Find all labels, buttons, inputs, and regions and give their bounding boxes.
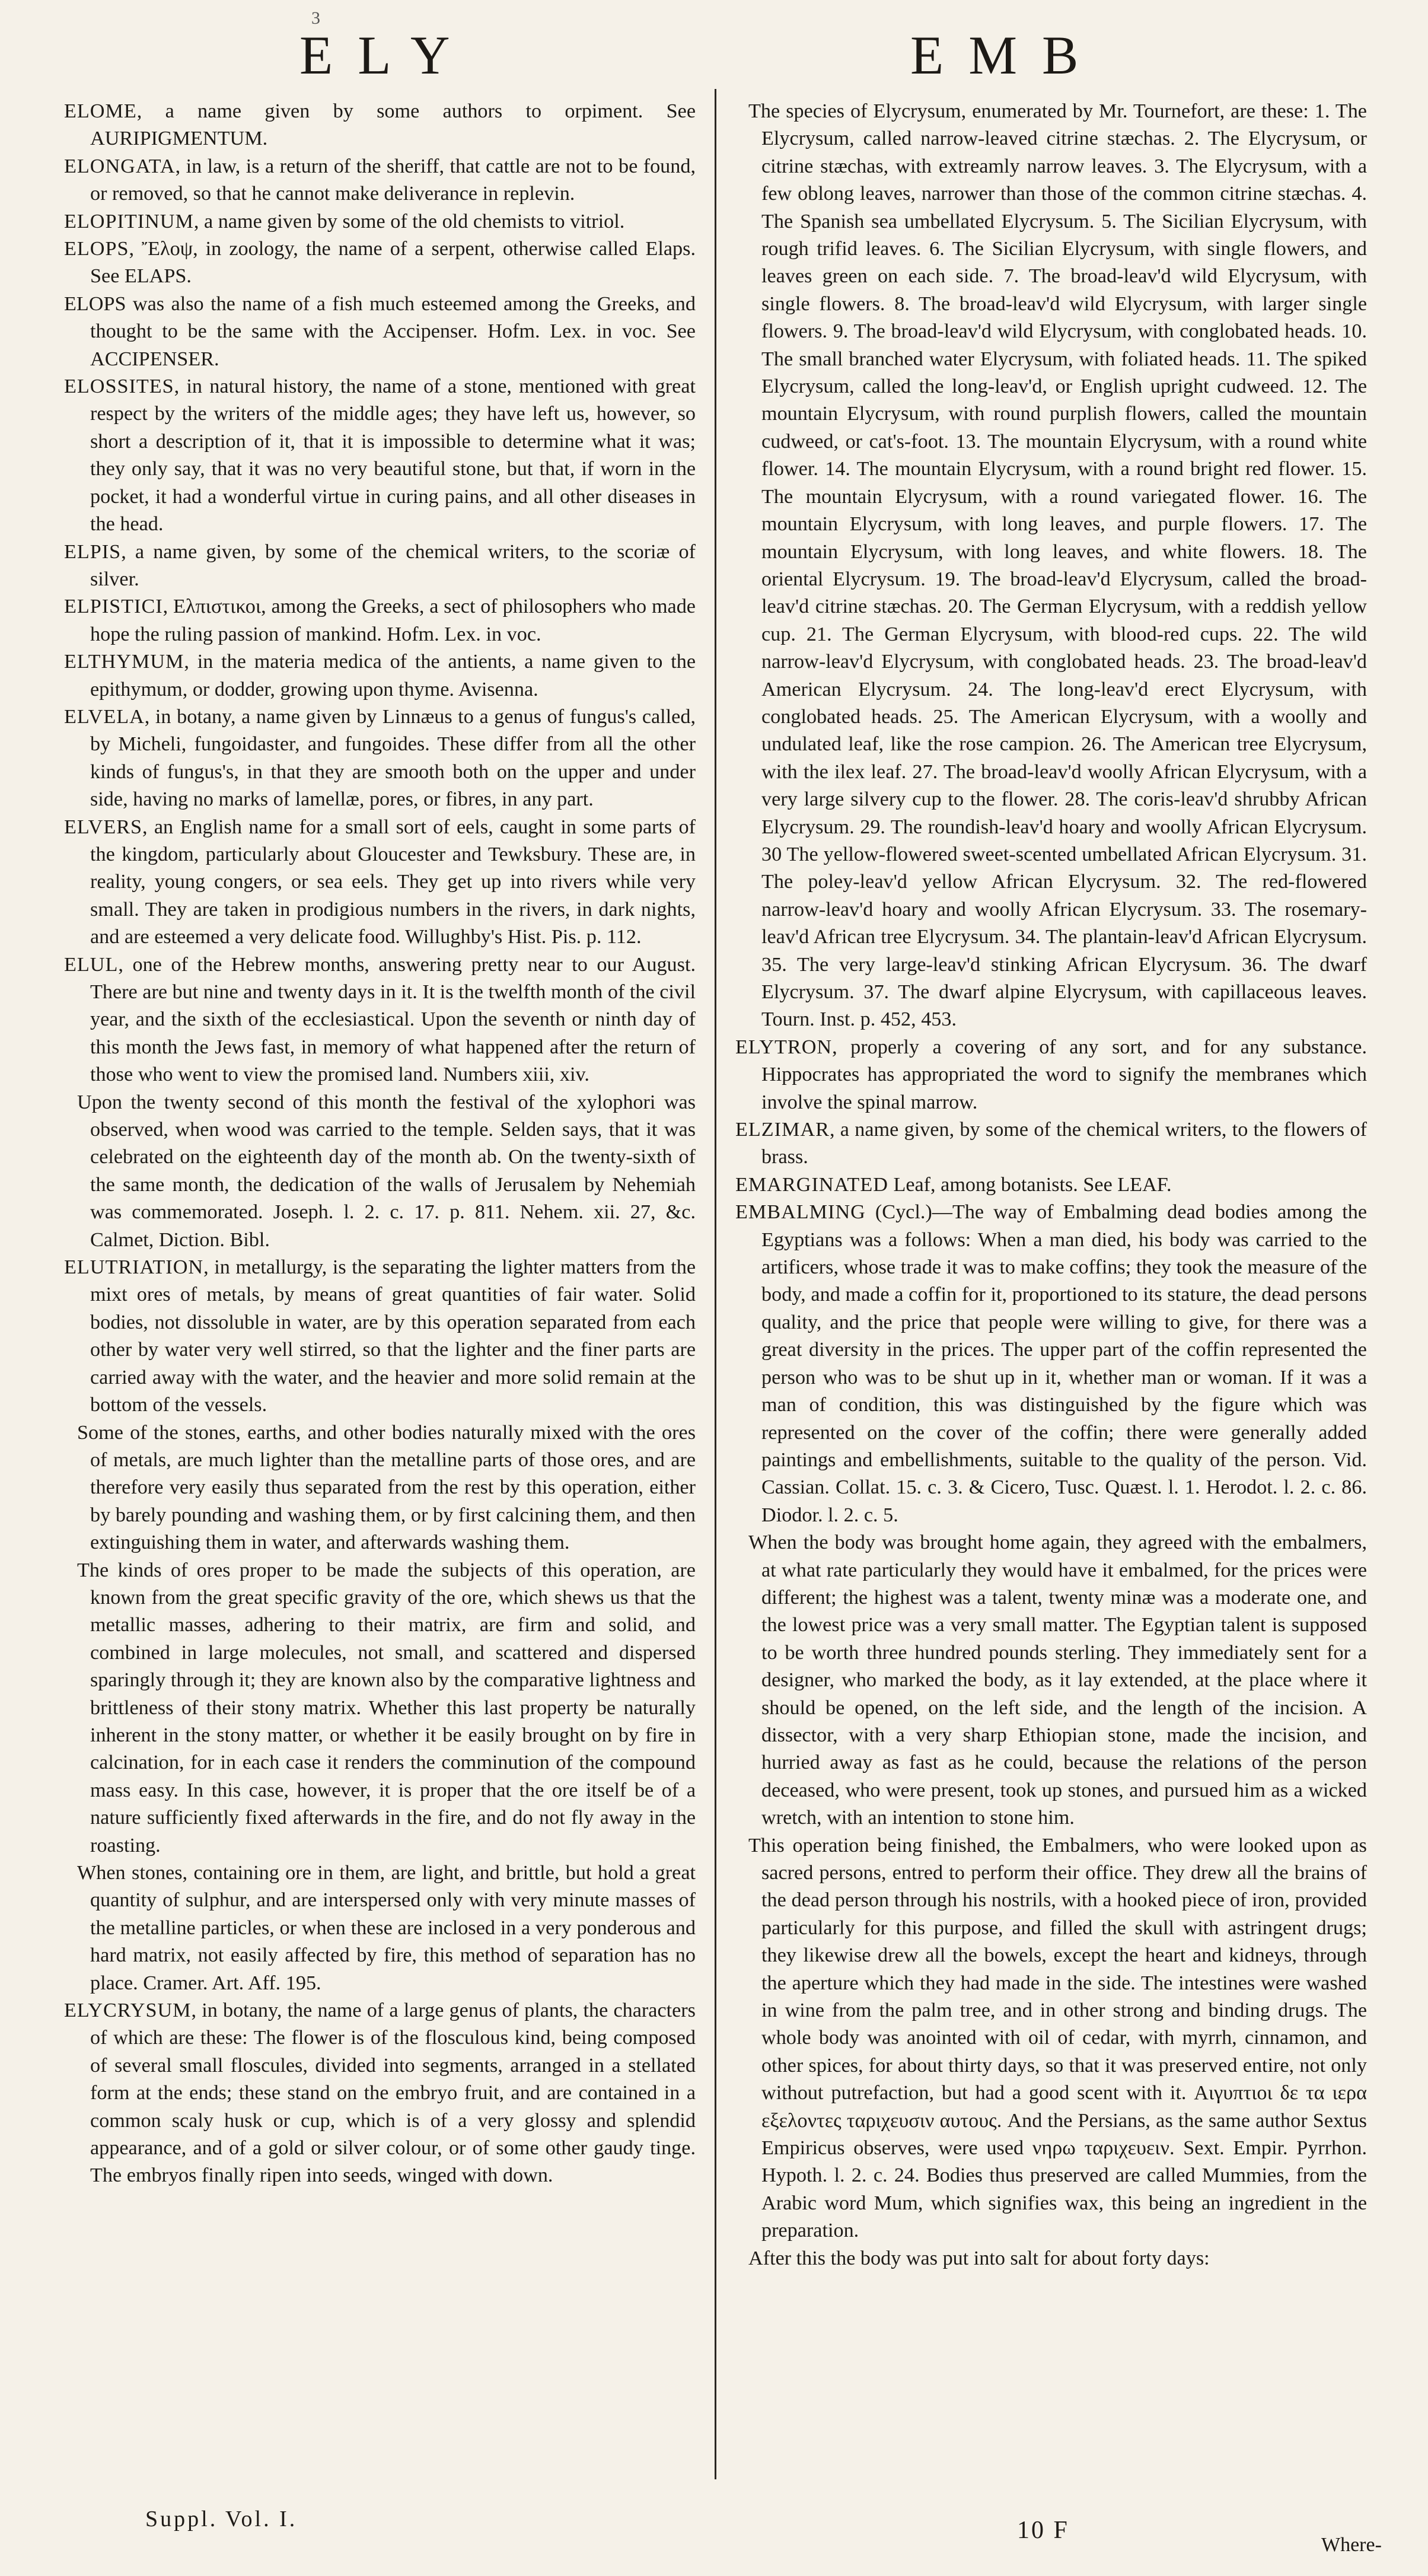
dictionary-entry	[735, 1034, 1367, 1116]
entry-text: , properly a covering of any sort, and for any substance. Hippocrates has appropriated the word to signify the membranes which involve the spinal marrow.	[761, 1036, 1367, 1113]
entry-text: , in law, is a return of the sheriff, that cattle are not to be found, or removed, so that he cannot make deliverance in replevin.	[90, 155, 696, 205]
entry-text: When stones, containing ore in them, are light, and brittle, but hold a great quantity of sulphur, and are interspersed only with very minute masses of the metalline particles, or when these are inclosed in a very ponderous and hard matrix, not easily affected by fire, this method of separation has no place. Cramer. Art. Aff. 195.	[77, 1862, 696, 1994]
dictionary-para	[64, 1089, 696, 1254]
entry-headword: ELZIMAR	[735, 1119, 830, 1141]
entry-text: , in metallurgy, is the separating the lighter matters from the mixt ores of metals, by means of great quantities of fair water. Solid bodies, not dissoluble in water, are by this operation separated from each other by water very well stirred, so that the lighter and the finer parts are carried away with the water, and the heavier and more solid remain at the bottom of the vessels.	[90, 1256, 696, 1416]
entry-text: , Ελπιστικοι, among the Greeks, a sect of philosophers who made hope the ruling passion of mankind. Hofm. Lex. in voc.	[90, 596, 696, 645]
entry-text: After this the body was put into salt for about forty days:	[748, 2247, 1210, 2269]
dictionary-entry	[64, 703, 696, 814]
entry-headword: ELUTRIATION	[64, 1256, 204, 1279]
entry-text: The kinds of ores proper to be made the subjects of this operation, are known from the great specific gravity of the ore, which shews us that the metallic masses, adhering to their matrix, are firm and solid, and combined in large molecules, not small, and scattered and dispersed sparingly through it; they are known also by the comparative lightness and brittleness of their stony matrix. Whether this last property be naturally inherent in the stony matter, or whether it be easily brought on by fire in calcination, for in each case it renders the comminution of the compound mass easy. In this case, however, it is proper that the ore itself be of a nature sufficiently fixed afterwards in the fire, and do not fly away in the roasting.	[77, 1559, 696, 1857]
entry-text: , in the materia medica of the antients, a name given to the epithymum, or dodder, growing upon thyme. Avisenna.	[90, 651, 696, 700]
left-column	[64, 98, 696, 2464]
dictionary-entry	[735, 1116, 1367, 1171]
entry-text: , in natural history, the name of a stone, mentioned with great respect by the writers of the middle ages; they have left us, however, so short a description of it, that it is impossible to determine what it was; they only say, that it was no very beautiful stone, but that, if worn in the pocket, it had a wonderful virtue in curing pains, and all other diseases in the head.	[90, 375, 696, 536]
dictionary-entry	[64, 1997, 696, 2190]
dictionary-para	[735, 2245, 1367, 2272]
dictionary-para	[735, 98, 1367, 1034]
column-divider	[715, 89, 716, 2479]
dictionary-para	[735, 1832, 1367, 2245]
running-head-right: EMB	[910, 25, 1104, 85]
dictionary-entry	[64, 951, 696, 1089]
entry-text: , in botany, a name given by Linnæus to a genus of fungus's called, by Micheli, fungoidaster, and fungoides. These differ from all the other kinds of fungus's, in that they are smooth both on the upper and under side, having no marks of lamellæ, pores, or fibres, in any part.	[90, 705, 696, 811]
dictionary-entry	[64, 1254, 696, 1419]
dictionary-entry	[64, 98, 696, 153]
dictionary-entry	[64, 373, 696, 538]
running-head-left: ELY	[299, 25, 475, 85]
dictionary-entry	[64, 208, 696, 235]
entry-headword: ELYTRON	[735, 1036, 833, 1058]
entry-headword: EMBALMING	[735, 1201, 866, 1224]
top-sheet-mark: 3	[311, 8, 320, 28]
dictionary-para	[64, 1557, 696, 1859]
entry-text: , a name given by some of the old chemists to vitriol.	[193, 210, 625, 233]
entry-text: Some of the stones, earths, and other bodies naturally mixed with the ores of metals, are much lighter than the metalline parts of those ores, and are therefore very easily thus separated from the rest by this operation, either by barely pounding and washing them, or by first calcining them, and then extinguishing them in water, and afterwards washing them.	[77, 1421, 696, 1554]
entry-text: , a name given by some authors to orpiment. See AURIPIGMENTUM.	[90, 100, 696, 150]
dictionary-entry	[64, 593, 696, 648]
entry-text: , a name given, by some of the chemical writers, to the scoriæ of silver.	[90, 540, 696, 590]
entry-headword: ELPIS	[64, 540, 122, 563]
entry-headword: EMARGINATED	[735, 1173, 888, 1196]
entry-text: , one of the Hebrew months, answering pretty near to our August. There are but nine and twenty days in it. It is the twelfth month of the civil year, and the sixth of the ecclesiastical. Upon the seventh or ninth day of this month the Jews fast, in memory of what happened after the return of those who went to view the promised land. Numbers xiii, xiv.	[90, 953, 696, 1086]
entry-headword: ELPISTICI	[64, 596, 163, 618]
entry-text: (Cycl.)—The way of Embalming dead bodies among the Egyptians was a follows: When a man died, his body was carried to the artificers, whose trade it was to make coffins; they took the measure of the body, and made a coffin for it, proportioned to its stature, the dead persons quality, and the price that people were willing to give, for there was a great diversity in the prices. The upper part of the coffin represented the person who was to be shut up in it, whether man or woman. If it was a man of condition, this was distinguished by the figure which was represented on the cover of the coffin; there were generally added paintings and embellishments, suitable to the quality of the person. Vid. Cassian. Collat. 15. c. 3. & Cicero, Tusc. Quæst. l. 1. Herodot. l. 2. c. 86. Diodor. l. 2. c. 5.	[761, 1201, 1367, 1526]
dictionary-entry	[64, 648, 696, 703]
entry-text: The species of Elycrysum, enumerated by Mr. Tournefort, are these: 1. The Elycrysum, called narrow-leaved citrine stæchas. 2. The Elycrysum, or citrine stæchas, with extreamly narrow leaves. 3. The Elycrysum, with a few oblong leaves, narrower than those of the common citrine stæchas. 4. The Spanish sea umbellated Elycrysum. 5. The Sicilian Elycrysum, with rough trifid leaves. 6. The Sicilian Elycrysum, with single flowers, and leaves green on each side. 7. The broad-leav'd wild Elycrysum, with single flowers. 8. The broad-leav'd wild Elycrysum, with larger single flowers. 9. The broad-leav'd wild Elycrysum, with conglobated heads. 10. The small branched water Elycrysum, with foliated heads. 11. The spiked Elycrysum, called the long-leav'd, or English upright cudweed. 12. The mountain Elycrysum, with round purplish flowers, called the mountain cudweed, or cat's-foot. 13. The mountain Elycrysum, with a round white flower. 14. The mountain Elycrysum, with a round bright red flower. 15. The mountain Elycrysum, with a round variegated flower. 16. The mountain Elycrysum, with long leaves, and purple flowers. 17. The mountain Elycrysum, with long leaves, and white flowers. 18. The oriental Elycrysum. 19. The broad-leav'd Elycrysum, called the broad-leav'd citrine stæchas. 20. The German Elycrysum, with a reddish yellow cup. 21. The German Elycrysum, with blood-red cups. 22. The wild narrow-leav'd Elycrysum, with conglobated heads. 23. The broad-leav'd American Elycrysum. 24. The long-leav'd erect Elycrysum, with conglobated heads. 25. The American Elycrysum, with a woolly and undulated leaf, like the rose campion. 26. The American tree Elycrysum, with the ilex leaf. 27. The broad-leav'd woolly African Elycrysum, with a very large silvery cup to the flower. 28. The coris-leav'd shrubby African Elycrysum. 29. The roundish-leav'd hoary and woolly African Elycrysum. 30 The yellow-flowered sweet-scented umbellated African Elycrysum. 31. The poley-leav'd yellow African Elycrysum. 32. The red-flowered narrow-leav'd hoary and woolly African Elycrysum. 33. The rosemary-leav'd African tree Elycrysum. 34. The plantain-leav'd African Elycrysum. 35. The very large-leav'd stinking African Elycrysum. 36. The dwarf Elycrysum. 37. The dwarf alpine Elycrysum, with capillaceous leaves. Tourn. Inst. p. 452, 453.	[748, 100, 1367, 1031]
entry-text: Leaf, among botanists. See LEAF.	[888, 1173, 1172, 1196]
footer-sheet-number: 10 F	[1017, 2517, 1069, 2544]
entry-headword: ELVELA	[64, 705, 145, 728]
dictionary-para	[64, 1859, 696, 1997]
dictionary-entry	[64, 539, 696, 594]
entry-text: ELOPS was also the name of a fish much esteemed among the Greeks, and thought to be the same with the Accipenser. Hofm. Lex. in voc. See ACCIPENSER.	[64, 292, 696, 370]
dictionary-entry	[735, 1171, 1367, 1199]
catchword: Where-	[1321, 2534, 1382, 2556]
entry-text: , an English name for a small sort of eels, caught in some parts of the kingdom, particularly about Gloucester and Tewksbury. These are, in reality, young congers, or sea eels. They get up into rivers while very small. They are taken in prodigious numbers in the rivers, in dark nights, and are esteemed a very delicate food. Willughby's Hist. Pis. p. 112.	[90, 816, 696, 948]
dictionary-entry	[735, 1199, 1367, 1529]
entry-headword: ELYCRYSUM	[64, 1999, 192, 2022]
entry-text: This operation being finished, the Embalmers, who were looked upon as sacred persons, entred to perform their office. They drew all the brains of the dead person through his nostrils, with a hooked piece of iron, provided particularly for this purpose, and filled the skull with astringent drugs; they likewise drew all the bowels, except the heart and kidneys, through the aperture which they had made in the side. The intestines were washed in wine from the palm tree, and in other strong and binding drugs. The whole body was anointed with oil of cedar, with myrrh, cinnamon, and other spices, for about thirty days, so that it was preserved entire, not only without putrefaction, but had a good scent with it. Αιγυπτιοι δε τα ιερα εξελοντες ταριχευσιν αυτους. And the Persians, as the same author Sextus Empiricus observes, were used νηρω ταριχευειν. Sext. Empir. Pyrrhon. Hypoth. l. 2. c. 24. Bodies thus preserved are called Mummies, from the Arabic word Mum, which signifies wax, this being an ingredient in the preparation.	[748, 1834, 1367, 2242]
dictionary-entry	[64, 291, 696, 373]
entry-text: , in botany, the name of a large genus of plants, the characters of which are these: The flower is of the flosculous kind, being composed of several small floscules, divided into segments, arranged in a stellated form at the ends; these stand on the embryo fruit, and are contained in a common scaly husk or cup, which is of a very glossy and splendid appearance, and of a gold or silver colour, or of some other gaudy tinge. The embryos finally ripen into seeds, winged with down.	[90, 1999, 696, 2187]
entry-headword: ELONGATA	[64, 155, 176, 177]
entry-text: Upon the twenty second of this month the festival of the xylophori was observed, when wood was carried to the temple. Selden says, that it was celebrated on the eighteenth day of the month ab. On the twenty-sixth of the same month, the dedication of the walls of Jerusalem by Nehemiah was commemorated. Joseph. l. 2. c. 17. p. 811. Nehem. xii. 27, &c. Calmet, Diction. Bibl.	[77, 1091, 696, 1251]
entry-text: , a name given, by some of the chemical writers, to the flowers of brass.	[761, 1119, 1367, 1168]
dictionary-entry	[64, 814, 696, 951]
entry-headword: ELOPS	[64, 238, 129, 260]
dictionary-entry	[64, 153, 696, 208]
dictionary-para	[735, 1529, 1367, 1832]
dictionary-para	[64, 1419, 696, 1557]
dictionary-entry	[64, 235, 696, 291]
entry-text: , Ἔλοψ, in zoology, the name of a serpent, otherwise called Elaps. See ELAPS.	[90, 238, 696, 288]
footer-signature: Suppl. Vol. I.	[145, 2507, 298, 2532]
entry-headword: ELOSSITES	[64, 375, 174, 398]
entry-headword: ELTHYMUM	[64, 651, 184, 673]
entry-headword: ELOPITINUM	[64, 210, 194, 233]
right-column	[735, 98, 1367, 2464]
entry-headword: ELOME	[64, 100, 137, 122]
entry-headword: ELUL	[64, 953, 119, 976]
entry-text: When the body was brought home again, they agreed with the embalmers, at what rate particularly they would have it embalmed, for the prices were different; the highest was a talent, twenty minæ was a moderate one, and the lowest price was a very small matter. The Egyptian talent is supposed to be worth three hundred pounds sterling. They immediately sent for a designer, who marked the body, as it lay extended, at the place where it should be opened, on the left side, and the length of the incision. A dissector, with a very sharp Ethiopian stone, made the incision, and hurried away as fast as he could, because the relations of the person deceased, who were present, took up stones, and pursued him as a wicked wretch, with an intention to stone him.	[748, 1531, 1367, 1829]
entry-headword: ELVERS	[64, 816, 143, 838]
